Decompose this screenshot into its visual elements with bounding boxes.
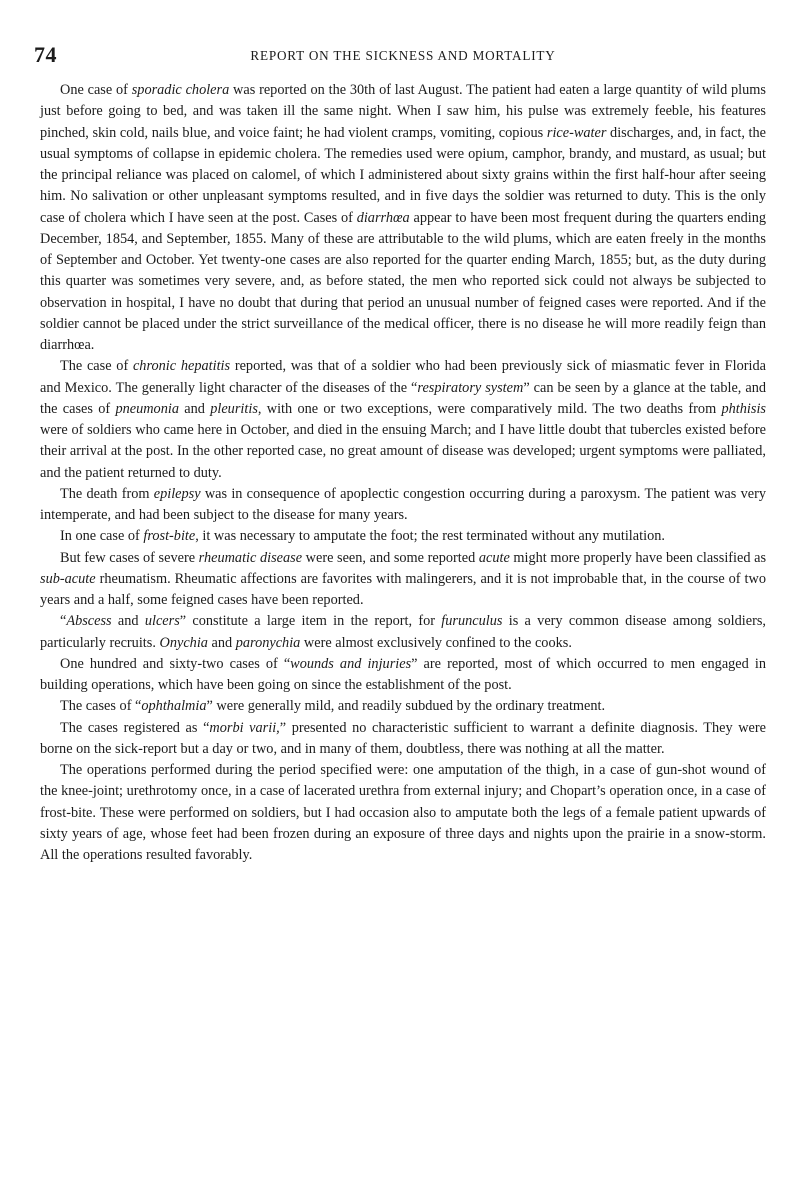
running-title: REPORT ON THE SICKNESS AND MORTALITY [250, 48, 556, 63]
text-run: might more properly have been classified as [509, 549, 767, 566]
italic-term: morbi varii, [209, 719, 280, 736]
text-run: , with one or two exceptions, were comparatively mild. The two deaths from [257, 400, 722, 417]
text-run: ” constitute a large item in the report, for [179, 613, 442, 630]
text-run: was in consequence of apoplectic congestion occurring during a paroxysm. The patient was very intemperate, and had been subject to the disease for many years. [40, 485, 766, 523]
italic-term: respiratory system [417, 379, 524, 396]
paragraph [40, 356, 766, 484]
italic-term: wounds and injuries [290, 655, 412, 672]
page-number: 74 [34, 42, 57, 67]
italic-term: pleuritis [210, 400, 258, 417]
italic-term: epilepsy [153, 485, 201, 502]
text-run: were of soldiers who came here in October, and died in the ensuing March; and I have little doubt that tubercles existed before their arrival at the post. In the other reported case, no great amount of disease was developed; urgent symptoms were palliated, and the patient returned to duty. [40, 422, 766, 481]
text-run: rheumatism. Rheumatic affections are favorites with malingerers, and it is not improbable that, in the course of two years and a half, some feigned cases have been reported. [40, 570, 766, 608]
paragraph [40, 80, 766, 356]
text-run: was reported on the 30th of last August. The patient had eaten a large quantity of wild plums just before going to bed, and was taken ill the same night. When I saw him, his pulse was extremely feeble, his features pinched, skin cold, nails blue, and voice faint; he had violent cramps, vomiting, copious [40, 82, 766, 141]
paragraph [40, 548, 766, 612]
italic-term: Onychia [159, 634, 208, 651]
text-run: were almost exclusively confined to the cooks. [300, 634, 572, 651]
italic-term: ulcers [144, 613, 180, 630]
text-run: One case of [60, 82, 132, 98]
text-run: discharges, and, in fact, the usual symptoms of collapse in epidemic cholera. The remedies used were opium, camphor, brandy, and mustard, as usual; but the principal reliance was placed on calomel, of which I administered about sixty grains within the first half-hour after seeing him. No salivation or other unpleasant symptoms resulted, and in five days the soldier was returned to duty. This is the only case of cholera which I have seen at the post. Cases of [40, 124, 766, 226]
italic-term: Abscess [66, 613, 112, 630]
italic-term: paronychia [235, 634, 301, 651]
text-run: One hundred and sixty-two cases of “ [60, 655, 291, 672]
italic-term: rice-water [546, 124, 607, 141]
italic-term: sub-acute [40, 570, 96, 587]
italic-term: pneumonia [115, 400, 179, 417]
body-text [40, 80, 766, 866]
paragraph [40, 526, 766, 547]
text-run: and [111, 613, 145, 630]
running-head [34, 42, 766, 68]
paragraph [40, 760, 766, 866]
paragraph [40, 718, 766, 761]
italic-term: ophthalmia [141, 698, 207, 715]
text-run: “ [60, 613, 67, 630]
text-run: were seen, and some reported [302, 549, 479, 566]
italic-term: chronic hepatitis [132, 358, 231, 375]
paragraph [40, 611, 766, 654]
text-run: The operations performed during the period specified were: one amputation of the thigh, in a case of gun-shot wound of the knee-joint; urethrotomy once, in a case of lacerated urethra from external injury; and Chopart’s operation once, in a case of frost-bite. These were performed on soldiers, but I had occasion also to amputate both the legs of a female patient upwards of sixty years of age, whose feet had been frozen during an exposure of three days and nights upon the prairie in a snow-storm. All the operations resulted favorably. [40, 762, 766, 863]
text-run: ” are reported, most of which occurred to men engaged in building operations, which have been going on since the establishment of the post. [40, 655, 766, 693]
italic-term: sporadic cholera [131, 82, 230, 98]
italic-term: furunculus [441, 613, 503, 630]
italic-term: rheumatic disease [198, 549, 303, 566]
text-run: is a very common disease among soldiers, particularly recruits. [40, 613, 766, 651]
text-run: ” were generally mild, and readily subdued by the ordinary treatment. [206, 698, 606, 715]
text-run: appear to have been most frequent during the quarters ending December, 1854, and September, 1855. Many of these are attributable to the wild plums, which are eaten freely in the months of September and October. Yet twenty-one cases are also reported for the quarter ending March, 1855; but, as the duty during this quarter was sometimes very severe, and, as before stated, the men who reported sick could not always be subjected to observation in hospital, I have no doubt that during that period an unusual number of feigned cases were reported. And if the soldier cannot be placed under the strict surveillance of the medical officer, there is no disease he will more readily feign than diarrhœa. [40, 209, 767, 353]
text-run: The cases of “ [60, 698, 142, 715]
text-run: , it was necessary to amputate the foot; the rest terminated without any mutilation. [195, 528, 665, 545]
text-run: But few cases of severe [60, 549, 199, 566]
italic-term: phthisis [721, 400, 766, 417]
text-run: The case of [60, 358, 133, 375]
paragraph [40, 654, 766, 697]
text-run: The cases registered as “ [60, 719, 210, 736]
text-run: In one case of [60, 528, 144, 545]
italic-term: acute [478, 549, 510, 566]
paragraph [40, 484, 766, 527]
text-run: reported, was that of a soldier who had been previously sick of miasmatic fever in Florida and Mexico. The generally light character of the diseases of the “ [40, 358, 766, 396]
italic-term: frost-bite [143, 528, 196, 545]
text-run: and [178, 400, 211, 417]
text-run: ” presented no characteristic sufficient to warrant a definite diagnosis. They were borne on the sick-report but a day or two, and in many of them, doubtless, there was nothing at all the matter. [40, 719, 767, 757]
document-page [34, 42, 767, 866]
text-run: ” can be seen by a glance at the table, and the cases of [40, 379, 766, 417]
text-run: The death from [60, 485, 154, 502]
paragraph [40, 696, 766, 717]
italic-term: diarrhœa [356, 209, 410, 226]
text-run: and [207, 634, 236, 651]
